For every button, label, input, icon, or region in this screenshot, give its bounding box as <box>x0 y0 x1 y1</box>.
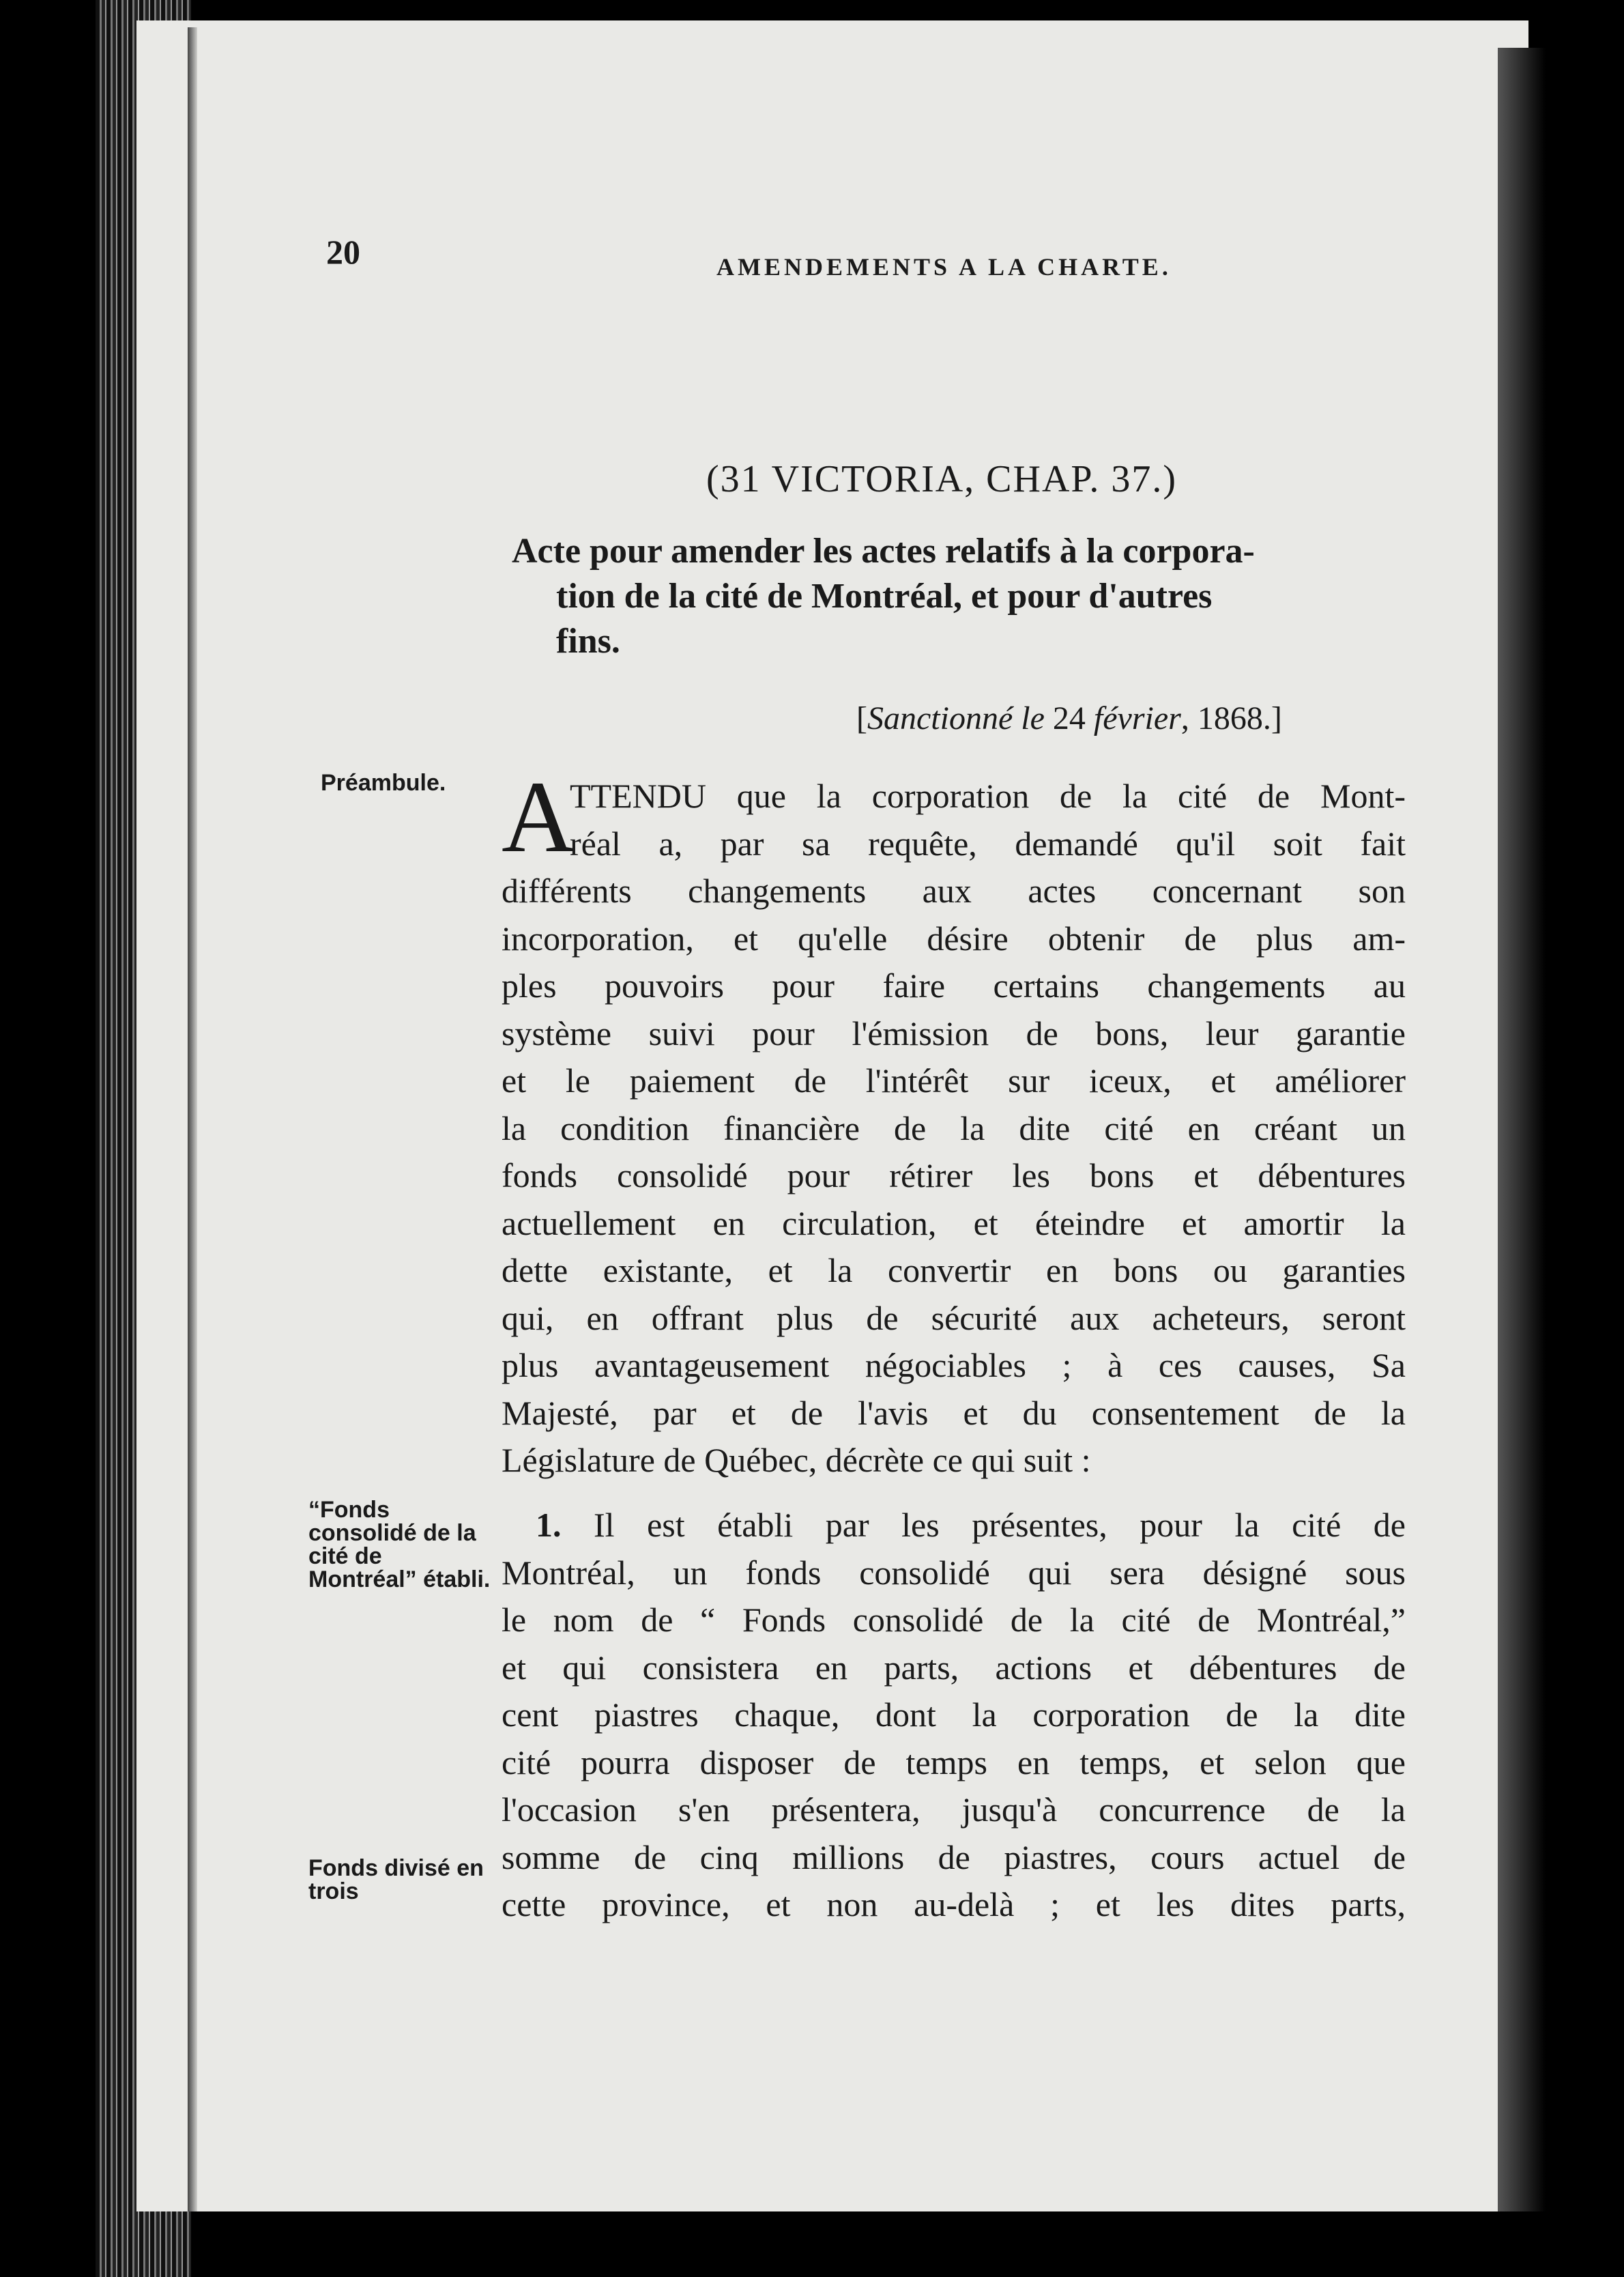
page-number: 20 <box>326 233 360 271</box>
preamble-line: Législature de Québec, décrète ce qui suit : <box>502 1441 1091 1479</box>
act-title-line: tion de la cité de Montréal, et pour d'autres <box>556 577 1213 616</box>
preamble-line: la condition financière de la dite cité en créant un <box>502 1108 1406 1147</box>
preamble-line: ples pouvoirs pour faire certains changements au <box>502 966 1406 1005</box>
running-head: AMENDEMENTS A LA CHARTE. <box>716 253 1172 281</box>
margin-note-preambule: Préambule. <box>321 770 446 796</box>
section-1-line: cité pourra disposer de temps en temps, et selon que <box>502 1743 1406 1781</box>
section-1-line: Il est établi par les présentes, pour la cité de <box>561 1506 1406 1544</box>
margin-note-fonds-divise: Fonds divisé en trois <box>308 1855 484 1904</box>
preamble-line: fonds consolidé pour rétirer les bons et débentures <box>502 1156 1406 1194</box>
preamble-line: plus avantageusement négociables ; à ces causes, Sa <box>502 1346 1406 1384</box>
margin-note-fonds-consolide: “Fonds consolidé de la cité de Montréal” établi. <box>308 1497 491 1592</box>
act-title-line: fins. <box>556 622 620 661</box>
preamble-line: incorporation, et qu'elle désire obtenir de plus am- <box>502 919 1406 958</box>
drop-cap: A <box>502 760 576 874</box>
preamble-line: actuellement en circulation, et éteindre et amortir la <box>502 1203 1406 1242</box>
preamble-paragraph <box>502 760 1406 1485</box>
preamble-line: et le paiement de l'intérêt sur iceux, et améliorer <box>502 1061 1406 1100</box>
preamble-line: différents changements aux actes concernant son <box>502 872 1406 910</box>
section-1-line: somme de cinq millions de piastres, cours actuel de <box>502 1837 1406 1876</box>
section-1-line: et qui consistera en parts, actions et débentures de <box>502 1648 1406 1687</box>
preamble-line: qui, en offrant plus de sécurité aux acheteurs, seront <box>502 1298 1406 1337</box>
act-title-line: Acte pour amender les actes relatifs à la corpora- <box>512 532 1255 571</box>
preamble-line: système suivi pour l'émission de bons, leur garantie <box>502 1014 1406 1052</box>
preamble-line: Majesté, par et de l'avis et du consentement de la <box>502 1393 1406 1432</box>
section-1-line: le nom de “ Fonds consolidé de la cité de Montréal,” <box>502 1601 1406 1639</box>
section-1-line: cent piastres chaque, dont la corporation de la dite <box>502 1695 1406 1734</box>
sanction-year: , 1868.] <box>1180 700 1282 736</box>
section-1-line: Montréal, un fonds consolidé qui sera désigné sous <box>502 1553 1406 1592</box>
section-1-line-first <box>502 1502 1406 1549</box>
preamble-line: dette existante, et la convertir en bons ou garanties <box>502 1251 1406 1289</box>
act-title <box>512 529 1426 664</box>
section-1-line: l'occasion s'en présentera, jusqu'à concurrence de la <box>502 1790 1406 1829</box>
chapter-heading: (31 VICTORIA, CHAP. 37.) <box>706 458 1177 500</box>
page-gutter-edge <box>188 27 197 2211</box>
preamble-line: réal a, par sa requête, demandé qu'il soit fait <box>570 824 1406 863</box>
sanction-day: 24 <box>1044 700 1094 736</box>
sanction-date <box>856 700 1282 737</box>
sanction-label: Sanctionné le <box>867 700 1045 736</box>
page-right-edge <box>1498 48 1546 2211</box>
section-1-paragraph <box>502 1502 1406 1929</box>
sanction-month: février <box>1093 700 1181 736</box>
section-1-line: cette province, et non au-delà ; et les dites parts, <box>502 1885 1406 1923</box>
section-number: 1. <box>536 1506 562 1544</box>
preamble-line: TTENDU que la corporation de la cité de Mont- <box>570 777 1406 815</box>
sanction-open: [ <box>856 700 867 736</box>
